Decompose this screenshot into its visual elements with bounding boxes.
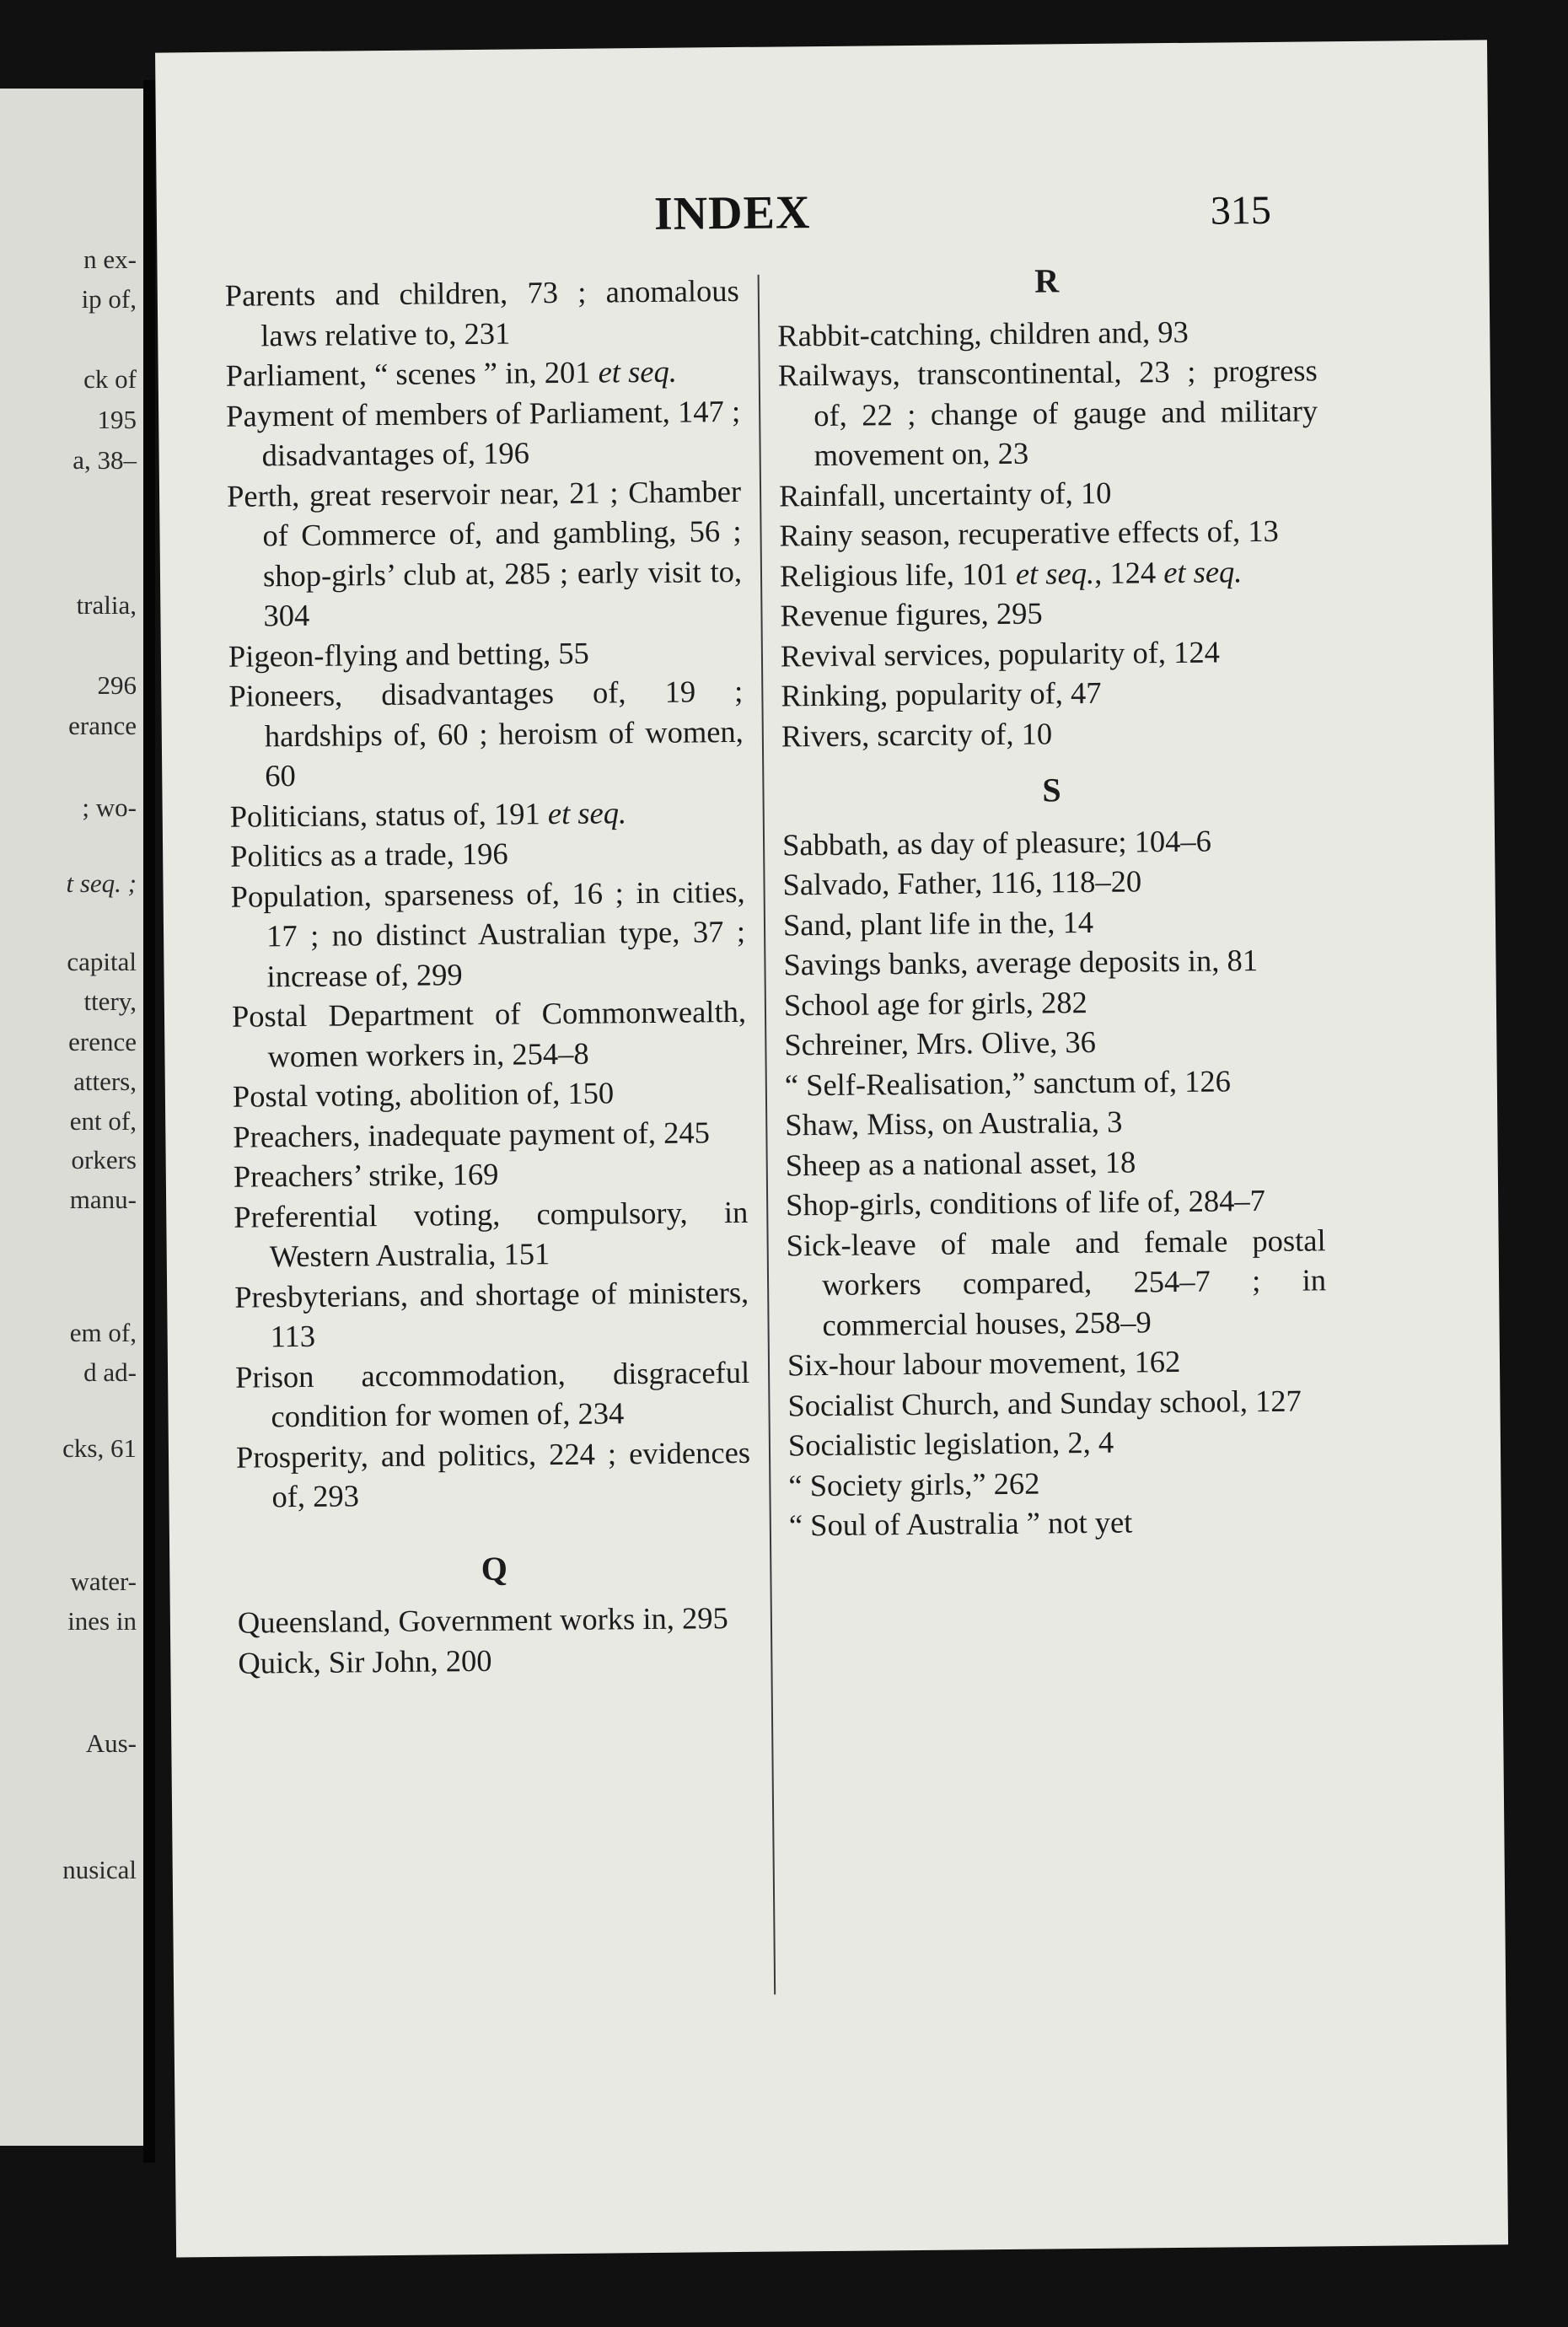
entry-text: Parents and children, 73 ; anomalous laws relative to, 231 [224, 272, 739, 352]
entry-text: Pioneers, disadvantages of, 19 ; hardships of, 60 ; heroism of women, 60 [228, 673, 744, 793]
index-entry [779, 470, 1318, 516]
previous-page-text-fragment: manu- [69, 1185, 137, 1214]
index-entry [227, 470, 743, 636]
entry-text: Sheep as a national asset, 18 [785, 1143, 1136, 1182]
index-entry [233, 1111, 747, 1156]
entry-text: Salvado, Father, 116, 118–20 [782, 863, 1142, 902]
book-gutter [143, 80, 155, 2163]
entry-text: , 124 [1093, 554, 1164, 590]
index-column-right [777, 261, 1329, 1545]
index-entry [782, 859, 1322, 905]
entry-text: Religious life, 101 [779, 556, 1017, 593]
previous-page-fragment [0, 89, 143, 2146]
index-entry [228, 671, 744, 796]
entry-text: “ Self-Realisation,” sanctum of, 126 [784, 1062, 1232, 1102]
index-entry [230, 871, 745, 996]
entry-text: School age for girls, 282 [783, 984, 1087, 1022]
index-entry [780, 551, 1319, 596]
index-entry [226, 390, 741, 476]
previous-page-text-fragment: nusical [62, 1855, 137, 1884]
previous-page-text-fragment: water- [70, 1567, 137, 1596]
index-entry [782, 820, 1322, 865]
italic-reference: et seq. [598, 353, 678, 390]
entry-text: Prosperity, and politics, 224 ; evidences of, 293 [235, 1434, 751, 1514]
entry-text: Shaw, Miss, on Australia, 3 [785, 1104, 1123, 1142]
index-entry [783, 900, 1323, 945]
index-entry [787, 1380, 1327, 1426]
entry-text: Savings banks, average deposits in, 81 [783, 943, 1259, 982]
previous-page-text-fragment: d ad- [83, 1357, 137, 1387]
entry-text: Queensland, Government works in, 295 [237, 1600, 728, 1640]
entry-text: Six-hour labour movement, 162 [787, 1343, 1181, 1383]
previous-page-text-fragment: capital [67, 947, 137, 976]
index-entry [225, 271, 740, 356]
page-number: 315 [1210, 187, 1272, 234]
entry-text: Parliament, “ scenes ” in, 201 [225, 354, 599, 393]
entry-text: Rabbit-catching, children and, 93 [777, 314, 1189, 353]
entry-text: “ Society girls,” 262 [788, 1465, 1040, 1502]
index-entry [238, 1637, 752, 1682]
section-letter-q: Q [481, 1549, 508, 1588]
entry-text: Rivers, scarcity of, 10 [781, 715, 1053, 753]
index-entry [781, 631, 1320, 676]
entry-text: Quick, Sir John, 200 [238, 1642, 492, 1680]
index-entry [788, 1420, 1328, 1465]
entry-text: Revenue figures, 295 [780, 595, 1043, 633]
previous-page-text-fragment: cks, 61 [62, 1433, 137, 1463]
index-entry [234, 1191, 749, 1276]
s-entries [782, 820, 1329, 1545]
previous-page-text-fragment: erence [68, 1027, 137, 1056]
index-entry [786, 1180, 1325, 1225]
entry-text: Rainfall, uncertainty of, 10 [778, 475, 1112, 513]
previous-page-text-fragment: erance [68, 711, 137, 740]
index-page [155, 40, 1508, 2257]
previous-page-text-fragment: ; wo- [82, 793, 137, 822]
index-entry [228, 631, 743, 675]
entry-text: Sand, plant life in the, 14 [782, 904, 1094, 942]
previous-page-text-fragment: orkers [71, 1145, 137, 1174]
index-entry [783, 939, 1323, 985]
index-entry [785, 1099, 1324, 1145]
previous-page-text-fragment: ttery, [83, 986, 137, 1016]
index-entry [230, 831, 744, 876]
index-entry [786, 1140, 1325, 1185]
entry-text: Perth, great reservoir near, 21 ; Chamber of Commerce of, and gambling, 56 ; shop-girls’ club at, 285 ; early visit to, 304 [226, 473, 743, 633]
previous-page-text-fragment: tralia, [76, 590, 137, 620]
entry-text: Politicians, status of, 191 [229, 795, 549, 834]
index-entry [785, 1060, 1324, 1105]
entry-text: Preachers’ strike, 169 [233, 1156, 499, 1194]
entry-text: Socialistic legislation, 2, 4 [787, 1424, 1114, 1463]
index-entry [238, 1598, 752, 1642]
index-entry [236, 1432, 751, 1517]
entry-text: Preachers, inadequate payment of, 245 [233, 1114, 711, 1154]
previous-page-text-fragment: ip of, [81, 284, 137, 314]
previous-page-text-fragment: a, 38– [72, 445, 137, 475]
previous-page-text-fragment: ent of, [69, 1106, 137, 1136]
entry-text: Politics as a trade, 196 [229, 836, 508, 873]
entry-text: Railways, transcontinental, 23 ; progress of, 22 ; change of gauge and military movement on, 23 [777, 352, 1318, 473]
index-entry [784, 1019, 1324, 1065]
italic-reference: et seq. [1015, 555, 1095, 591]
r-entries [777, 310, 1321, 756]
index-entry [787, 1340, 1327, 1385]
index-entry [781, 711, 1321, 756]
entry-text: Rainy season, recuperative effects of, 13 [779, 513, 1279, 553]
index-entry [233, 1072, 747, 1116]
index-entry [230, 791, 744, 836]
entry-text: Payment of members of Parliament, 147 ; disadvantages of, 196 [225, 393, 741, 473]
entry-text: Pigeon-flying and betting, 55 [228, 635, 589, 674]
index-entry [784, 980, 1324, 1025]
index-entry [777, 310, 1317, 356]
entry-text: Sick-leave of male and female postal workers compared, 254–7 ; in commercial houses, 258–9 [786, 1222, 1327, 1342]
entry-text: Sabbath, as day of pleasure; 104–6 [781, 823, 1212, 862]
previous-page-text-fragment: n ex- [83, 245, 137, 274]
index-entry [788, 1460, 1328, 1506]
previous-page-text-fragment: Aus- [85, 1728, 137, 1758]
index-entry [779, 510, 1318, 556]
entry-text: Prison accommodation, disgraceful condition for women of, 234 [234, 1354, 750, 1434]
page-title: INDEX [653, 186, 811, 240]
section-letter-r: R [1034, 261, 1060, 300]
index-entry [235, 1352, 750, 1437]
entry-text: “ Soul of Australia ” not yet [788, 1504, 1133, 1543]
entry-text: Shop-girls, conditions of life of, 284–7 [785, 1183, 1266, 1223]
entry-text: Revival services, popularity of, 124 [780, 633, 1221, 673]
index-entry [234, 1271, 749, 1357]
entry-text: Population, sparseness of, 16 ; in cities, 17 ; no distinct Australian type, 37 ; increase of, 299 [230, 873, 746, 993]
entry-text: Postal Department of Commonwealth, women workers in, 254–8 [231, 993, 747, 1073]
column-divider [758, 275, 776, 1995]
previous-page-text-fragment: 195 [97, 405, 137, 434]
index-entry [225, 351, 739, 395]
entry-text: Schreiner, Mrs. Olive, 36 [784, 1024, 1097, 1062]
entry-text: Presbyterians, and shortage of ministers, 113 [234, 1274, 749, 1354]
entry-text: Socialist Church, and Sunday school, 127 [787, 1383, 1302, 1422]
italic-reference: et seq. [547, 794, 627, 830]
index-entry [781, 670, 1320, 716]
entry-text: Postal voting, abolition of, 150 [232, 1075, 615, 1114]
index-entry [234, 1152, 748, 1196]
index-entry [780, 590, 1319, 636]
previous-page-text-fragment: 296 [97, 670, 137, 700]
p-entries [225, 271, 751, 1517]
index-entry [789, 1500, 1329, 1545]
index-entry [778, 350, 1318, 476]
previous-page-text-fragment: ines in [67, 1606, 137, 1636]
index-column-left [225, 271, 753, 1683]
previous-page-text-fragment: atters, [73, 1067, 137, 1096]
entry-text: Preferential voting, compulsory, in Western Australia, 151 [234, 1194, 749, 1274]
italic-reference: et seq. [1163, 553, 1243, 589]
previous-page-text-fragment: em of, [69, 1318, 137, 1347]
previous-page-text-fragment: t seq. ; [66, 868, 137, 898]
q-entries [238, 1598, 753, 1683]
previous-page-text-fragment: ck of [83, 364, 137, 394]
index-entry [786, 1220, 1326, 1346]
index-entry [232, 992, 747, 1077]
entry-text: Rinking, popularity of, 47 [781, 674, 1102, 713]
section-letter-s: S [1042, 771, 1061, 809]
